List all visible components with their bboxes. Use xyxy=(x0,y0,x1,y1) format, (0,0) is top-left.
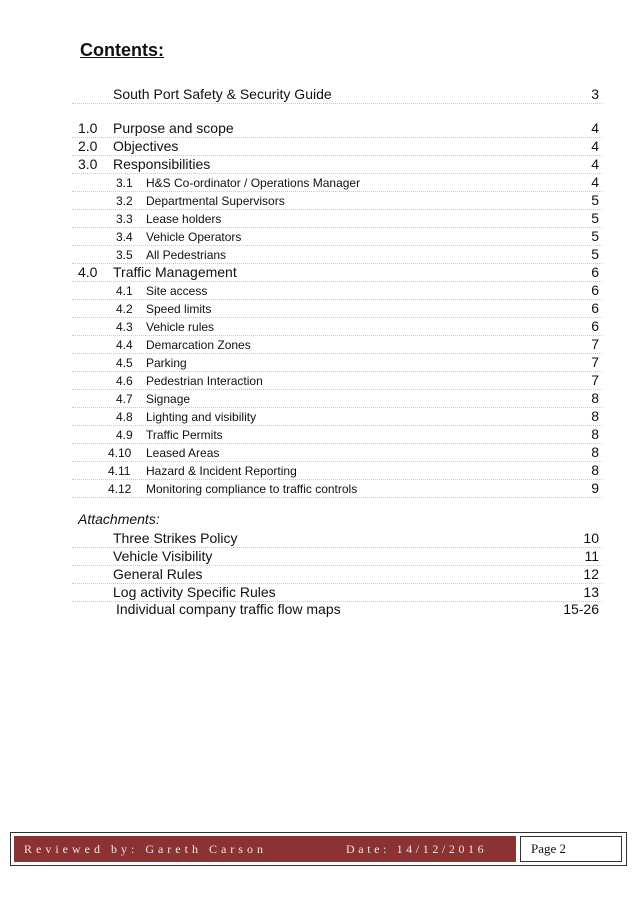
toc-label: Purpose and scope xyxy=(113,120,234,136)
attachment-page: 15-26 xyxy=(563,601,599,617)
toc-page: 8 xyxy=(591,444,599,460)
attachment-row[interactable] xyxy=(72,584,602,602)
toc-number: 2.0 xyxy=(78,138,98,154)
toc-row[interactable] xyxy=(72,264,602,282)
toc-label: Signage xyxy=(146,392,191,406)
toc-subrow[interactable] xyxy=(72,228,602,246)
toc-label: Lighting and visibility xyxy=(146,410,257,424)
footer-page-number: Page 2 xyxy=(531,841,567,856)
toc-label: Vehicle Operators xyxy=(146,230,242,244)
toc-number: 3.1 xyxy=(116,176,133,190)
toc-number: 4.11 xyxy=(108,464,131,478)
toc-subrow[interactable] xyxy=(72,210,602,228)
toc-page: 8 xyxy=(591,390,599,406)
toc-subrow[interactable] xyxy=(72,300,602,318)
attachment-row[interactable] xyxy=(72,601,602,618)
toc-label: Site access xyxy=(146,284,208,298)
toc-page: 8 xyxy=(591,462,599,478)
toc-number: 4.7 xyxy=(116,392,133,406)
attachment-row[interactable] xyxy=(72,530,602,548)
attachments-title: Attachments: xyxy=(78,511,160,527)
toc-row[interactable] xyxy=(72,120,602,138)
toc-page: 9 xyxy=(591,480,599,496)
toc-number: 1.0 xyxy=(78,120,98,136)
toc-row[interactable] xyxy=(72,138,602,156)
toc-label: Leased Areas xyxy=(146,446,220,460)
toc-number: 4.3 xyxy=(116,320,133,334)
attachment-label: Individual company traffic flow maps xyxy=(116,601,341,617)
toc-label: Traffic Permits xyxy=(146,428,223,442)
contents-title: Contents: xyxy=(80,40,164,60)
toc-label: Speed limits xyxy=(146,302,212,316)
attachment-page: 10 xyxy=(583,530,599,546)
toc-label: South Port Safety & Security Guide xyxy=(113,86,332,102)
toc-subrow[interactable] xyxy=(72,246,602,264)
footer-band xyxy=(14,836,516,862)
toc-page: 6 xyxy=(591,318,599,334)
toc-label: Vehicle rules xyxy=(146,320,215,334)
toc-label: Parking xyxy=(146,356,187,370)
toc-subrow[interactable] xyxy=(72,390,602,408)
toc-label: Departmental Supervisors xyxy=(146,194,285,208)
toc-label: Pedestrian Interaction xyxy=(146,374,263,388)
toc-subrow[interactable] xyxy=(72,372,602,390)
toc-page: 3 xyxy=(591,86,599,102)
toc-subrow[interactable] xyxy=(72,282,602,300)
toc-row[interactable] xyxy=(72,156,602,174)
toc-page: 7 xyxy=(591,336,599,352)
toc-page: 4 xyxy=(591,138,599,154)
toc-number: 4.10 xyxy=(108,446,132,460)
toc-row-intro[interactable] xyxy=(72,86,602,104)
attachment-page: 13 xyxy=(583,584,599,600)
toc-label: Traffic Management xyxy=(113,264,237,280)
attachment-page: 11 xyxy=(584,548,599,564)
footer-reviewed-by: Reviewed by: Gareth Carson xyxy=(24,842,267,856)
toc-label: Objectives xyxy=(113,138,179,154)
toc-subrow[interactable] xyxy=(72,426,602,444)
toc-label: Monitoring compliance to traffic controls xyxy=(146,482,358,496)
toc-label: H&S Co-ordinator / Operations Manager xyxy=(146,176,361,190)
toc-number: 3.5 xyxy=(116,248,133,262)
attachment-label: Three Strikes Policy xyxy=(113,530,238,546)
toc-number: 4.5 xyxy=(116,356,133,370)
toc-number: 3.3 xyxy=(116,212,133,226)
toc-page: 8 xyxy=(591,408,599,424)
toc-page: 6 xyxy=(591,282,599,298)
toc-number: 4.12 xyxy=(108,482,132,496)
toc-number: 4.4 xyxy=(116,338,133,352)
toc-subrow[interactable] xyxy=(72,444,602,462)
toc-subrow[interactable] xyxy=(72,318,602,336)
toc-page: 5 xyxy=(591,246,599,262)
toc-page: 4 xyxy=(591,174,599,190)
toc-number: 3.4 xyxy=(116,230,133,244)
toc-subrow[interactable] xyxy=(72,354,602,372)
toc-label: Responsibilities xyxy=(113,156,211,172)
toc-number: 4.0 xyxy=(78,264,98,280)
footer-page-box xyxy=(520,836,622,862)
toc-page: 4 xyxy=(591,156,599,172)
toc-page: 8 xyxy=(591,426,599,442)
toc-label: All Pedestrians xyxy=(146,248,227,262)
toc-page: 4 xyxy=(591,120,599,136)
toc-page: 6 xyxy=(591,264,599,280)
toc-subrow[interactable] xyxy=(72,192,602,210)
page-footer xyxy=(10,832,627,866)
toc-page: 5 xyxy=(591,192,599,208)
attachment-label: General Rules xyxy=(113,566,203,582)
toc-subrow[interactable] xyxy=(72,480,602,498)
attachment-page: 12 xyxy=(583,566,599,582)
toc-page: 5 xyxy=(591,228,599,244)
toc-number: 4.9 xyxy=(116,428,133,442)
toc-page: 7 xyxy=(591,354,599,370)
attachment-label: Log activity Specific Rules xyxy=(113,584,276,600)
toc-subrow[interactable] xyxy=(72,408,602,426)
toc-number: 3.0 xyxy=(78,156,98,172)
toc-page: 5 xyxy=(591,210,599,226)
toc-subrow[interactable] xyxy=(72,174,602,192)
toc-number: 4.8 xyxy=(116,410,133,424)
footer-date: Date: 14/12/2016 xyxy=(346,842,488,856)
toc-number: 4.6 xyxy=(116,374,133,388)
toc-page: 6 xyxy=(591,300,599,316)
toc-label: Hazard & Incident Reporting xyxy=(146,464,297,478)
toc-subrow[interactable] xyxy=(72,462,602,480)
toc-number: 4.2 xyxy=(116,302,133,316)
toc-subrow[interactable] xyxy=(72,336,602,354)
attachment-label: Vehicle Visibility xyxy=(113,548,213,564)
toc-number: 4.1 xyxy=(116,284,133,298)
toc-number: 3.2 xyxy=(116,194,133,208)
toc-label: Lease holders xyxy=(146,212,222,226)
attachment-row[interactable] xyxy=(72,566,602,584)
toc-label: Demarcation Zones xyxy=(146,338,251,352)
toc-page: 7 xyxy=(591,372,599,388)
attachment-row[interactable] xyxy=(72,548,602,566)
